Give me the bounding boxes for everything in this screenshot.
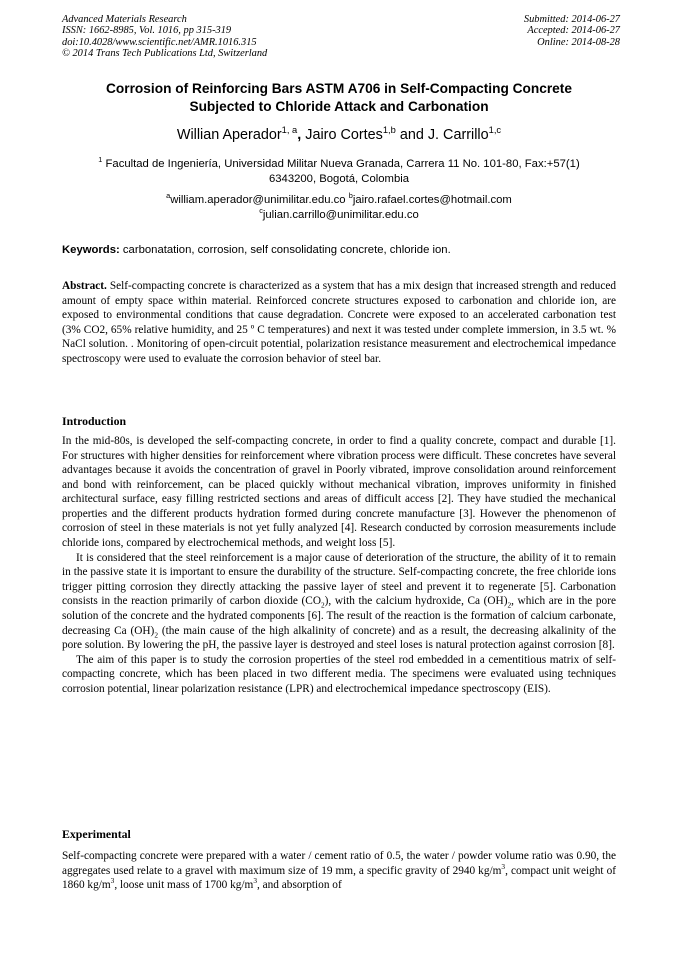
keywords-label: Keywords: [62,244,120,256]
introduction-body [62,434,616,696]
submitted-date: Submitted: 2014-06-27 [523,14,620,25]
paragraph: The aim of this paper is to study the corrosion properties of the steel rod embedded in a cementitious matrix of self-compacting concrete, which has been placed in two different media. The specimens were evaluated using techniques corrosion potential, linear polarization resistance (LPR) and electrochemical impedance spectroscopy (EIS). [62,653,616,695]
paper-title [50,80,628,116]
author-name: Willian Aperador [176,127,282,143]
journal-name: Advanced Materials Research [62,14,187,25]
affiliation [62,157,616,186]
email-marker: b [348,191,353,201]
email-marker: a [166,191,171,201]
accepted-date: Accepted: 2014-06-27 [527,25,620,37]
author-affiliation-marker: 1, a [281,125,298,136]
author-name: Jairo Cortes [305,127,383,143]
email-marker: c [259,205,263,215]
keywords-text: carbonatation, corrosion, self consolidating concrete, chloride ion. [119,244,451,256]
copyright: © 2014 Trans Tech Publications Ltd, Switzerland [62,48,268,60]
affiliation-marker: 1 [98,155,103,165]
email-link[interactable]: jairo.rafael.cortes@hotmail.com [352,194,512,206]
affiliation-line-2: 6343200, Bogotá, Colombia [268,172,410,185]
journal-info [62,14,267,60]
author-separator: , [297,127,306,143]
paragraph: It is considered that the steel reinforcement is a major cause of deterioration of the structure, the ability of it to remain in the passive state it is important to ensure the durability of the structure. Self-compacting concrete, the free chloride ions trigger pitting corrosion they directly attacking the passive layer of steel and prevent it to regenerate [5]. Carbonation consists in the reaction primarily of carbon dioxide $(CO_2)$, with the calcium hydroxide, Ca $(OH)_2$, which are in the pore solution of the concrete and the hydrated components [6]. The result of the reaction is the formation of calcium carbonate, decreasing Ca $(OH)_2$ (the main cause of the high alkalinity of concrete) and as a result, the decreasing alkalinity of the pore solution. By lowering the pH, the passive layer is destroyed and steel loses is natural protection against corrosion [8]. [62,551,616,652]
email-link[interactable]: william.aperador@unimilitar.edu.co [170,194,346,206]
affiliation-line-1: Facultad de Ingeniería, Universidad Militar Nueva Granada, Carrera 11 No. 101-80, Fax:+57(1) [102,158,580,170]
author-name: J. Carrillo [427,127,489,143]
doi: doi:10.4028/www.scientific.net/AMR.1016.315 [62,36,257,48]
paragraph: In the mid-80s, is developed the self-compacting concrete, in order to find a quality concrete, compact and durable [1]. For structures with higher densities for reinforcement where vibration process were difficult. These concretes have several advantages because it avoids the concentration of gravel in Poorly vibrated, improve consolidation around reinforcement and bond with reinforcement, can be placed quickly without mechanical vibration, improves uniformity in finished architectural surface, easy filling restricted sections and areas of difficult access [2]. They have studied the mechanical properties and the different products hydration formed during concrete manufacture [3]. However the phenomenon of corrosion of steel in these materials is not yet fully analyzed [4]. Research conducted by corrosion measurements include chloride ions, compared by electrochemical methods, and weight loss [5]. [62,435,616,550]
abstract-label: Abstract. [62,280,107,292]
publication-dates [524,14,620,48]
experimental-body: Self-compacting concrete were prepared with a water / cement ratio of 0.5, the water / powder volume ratio was 0.90, the aggregates used relate to a gravel with maximum size of 19 mm, a specific gravity of 2940 $kg/m^3$, compact unit weight of 1860 $kg/m^3$, loose unit mass of 1700 $kg/m^3$, and absorption of [62,850,616,892]
author-emails [62,193,616,222]
email-link[interactable]: julian.carrillo@unimilitar.edu.co [262,208,419,221]
title-line-2: Subjected to Chloride Attack and Carbonation [189,99,489,114]
author-affiliation-marker: 1,c [488,125,502,136]
author-separator: and [395,127,428,143]
keywords [62,243,616,257]
online-date: Online: 2014-08-28 [537,36,620,48]
section-heading-experimental: Experimental [62,827,131,841]
title-line-1: Corrosion of Reinforcing Bars ASTM A706 in Self-Compacting Concrete [106,81,572,96]
abstract [62,279,616,366]
section-heading-introduction: Introduction [62,414,127,428]
issn: ISSN: 1662-8985, Vol. 1016, pp 315-319 [62,25,232,37]
abstract-text: Self-compacting concrete is characterized as a system that has a mix design that increased strength and reduced amount of empty space within material. Reinforced concrete structures exposed to carbonation and chloride ion, are exposed to environmental conditions that cause degradation. Concrete were exposed to an accelerated carbonation test (3% CO2, 65% relative humidity, and 25 º C temperatures) and next it was tested under complete immersion, in 3.5 wt. % NaCl solution. . Monitoring of open-circuit potential, polarization resistance measurement and electrochemical impedance spectroscopy were used to evaluate the corrosion behavior of steel bar. [62,280,616,365]
author-list [40,126,638,144]
author-affiliation-marker: 1,b [382,125,396,136]
